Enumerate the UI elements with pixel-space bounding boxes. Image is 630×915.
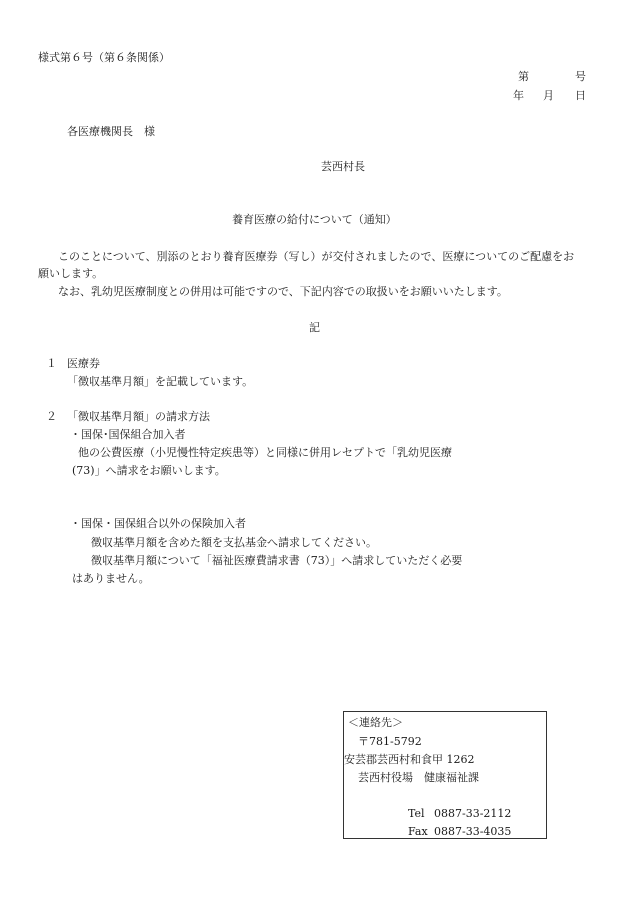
sender: 芸西村長: [321, 160, 365, 173]
contact-tel-number: 0887-33-2112: [434, 807, 512, 820]
contact-heading: ＜連絡先＞: [348, 716, 403, 729]
item-2-sub-1-line-2: (73)」へ請求をお願いします。: [72, 464, 226, 477]
item-2-sub-1-label: ・国保･国保組合加入者: [70, 428, 186, 441]
date-year: 年: [513, 89, 524, 102]
item-2-sub-2-line-2: 徴収基準月額について「福祉医療費請求書（73）」へ請求していただく必要: [91, 554, 463, 567]
item-1-text: 「徴収基準月額」を記載しています。: [67, 375, 254, 388]
item-2-heading: 「徴収基準月額」の請求方法: [67, 410, 210, 423]
body-paragraph-1-line-1: このことについて、別添のとおり養育医療券（写し）が交付されましたので、医療についてのご配慮をお: [58, 250, 575, 263]
contact-fax-label: Fax: [408, 825, 428, 838]
ki-heading: 記: [309, 321, 320, 334]
date-day: 日: [575, 89, 586, 102]
contact-address: 安芸郡芸西村和食甲 1262: [344, 753, 475, 766]
item-1-number: １: [46, 357, 57, 370]
item-1-heading: 医療券: [67, 357, 100, 370]
body-paragraph-1-line-2: 願いします。: [38, 267, 104, 280]
contact-fax-number: 0887-33-4035: [434, 825, 512, 838]
contact-office: 芸西村役場 健康福祉課: [358, 771, 479, 784]
doc-number-go: 号: [575, 70, 586, 83]
item-2-number: ２: [46, 410, 57, 423]
body-paragraph-2: なお、乳幼児医療制度との併用は可能ですので、下記内容での取扱いをお願いいたします。: [58, 285, 508, 298]
contact-postal-code: 〒781-5792: [358, 735, 422, 748]
contact-tel-label: Tel: [408, 807, 425, 820]
doc-number-dai: 第: [518, 70, 529, 83]
item-2-sub-2-line-1: 徴収基準月額を含めた額を支払基金へ請求してください。: [91, 536, 377, 549]
date-month: 月: [543, 89, 554, 102]
form-label: 様式第６号（第６条関係）: [38, 51, 170, 64]
item-2-sub-2-line-3: はありません。: [72, 572, 150, 585]
item-2-sub-2-label: ・国保・国保組合以外の保険加入者: [70, 517, 246, 530]
recipient: 各医療機関長 様: [67, 125, 155, 138]
document-title: 養育医療の給付について（通知）: [232, 213, 397, 226]
item-2-sub-1-line-1: 他の公費医療（小児慢性特定疾患等）と同様に併用レセプトで「乳幼児医療: [78, 446, 452, 459]
contact-box: [343, 711, 547, 839]
